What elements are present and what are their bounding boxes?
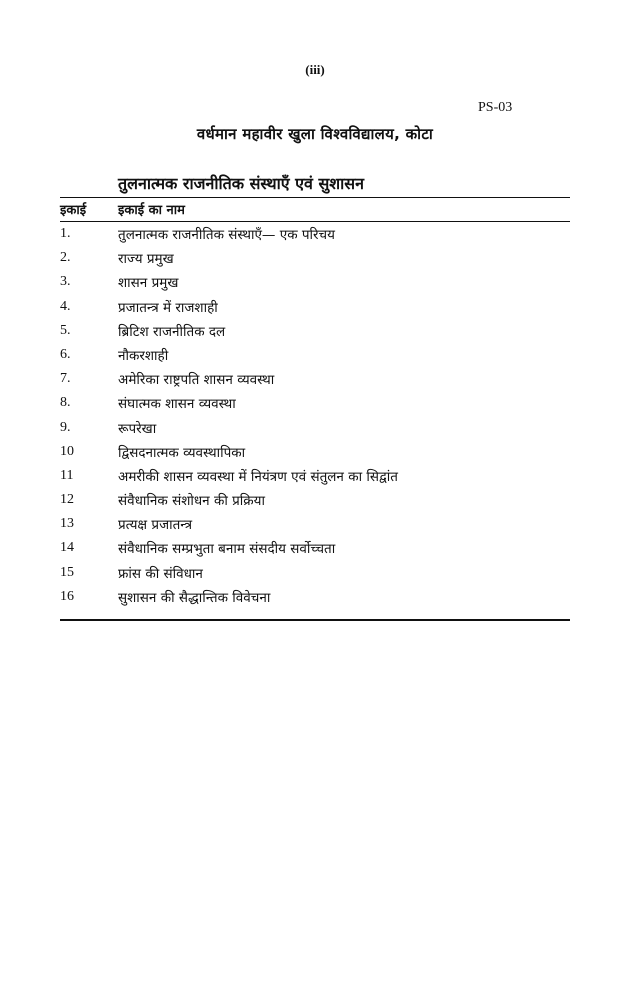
unit-name: प्रजातन्त्र में राजशाही [118, 299, 218, 316]
page-number: (iii) [305, 62, 325, 77]
table-top-divider [60, 197, 570, 198]
table-row [0, 297, 630, 321]
unit-number: 16 [60, 588, 74, 604]
table-row [0, 321, 630, 345]
unit-name: संवैधानिक सम्प्रभुता बनाम संसदीय सर्वोच्चता [118, 541, 336, 558]
unit-name: प्रत्यक्ष प्रजातन्त्र [118, 517, 193, 534]
unit-column-header: इकाई [60, 203, 87, 218]
table-row [0, 272, 630, 296]
table-row [0, 345, 630, 369]
table-row [0, 538, 630, 562]
unit-number: 15 [60, 564, 74, 580]
unit-name: रूपरेखा [118, 420, 157, 437]
unit-name: द्विसदनात्मक व्यवस्थापिका [118, 444, 246, 461]
table-row [0, 418, 630, 442]
table-row [0, 442, 630, 466]
unit-number: 3. [60, 274, 71, 290]
unit-number: 10 [60, 443, 74, 459]
table-row [0, 490, 630, 514]
table-row [0, 466, 630, 490]
unit-number: 13 [60, 516, 74, 532]
unit-number: 12 [60, 492, 74, 508]
unit-name: ब्रिटिश राजनीतिक दल [118, 323, 226, 340]
unit-number: 7. [60, 371, 71, 387]
unit-name-column-header: इकाई का नाम [118, 203, 185, 218]
table-row [0, 224, 630, 248]
course-code: PS-03 [478, 100, 513, 115]
unit-name: फ्रांस की संविधान [118, 565, 203, 582]
university-name: वर्धमान महावीर खुला विश्वविद्यालय, कोटा [196, 125, 434, 143]
unit-number: 1. [60, 226, 71, 241]
table-header [0, 200, 630, 220]
unit-number: 2. [60, 250, 71, 266]
unit-name: राज्य प्रमुख [118, 251, 174, 268]
unit-name: शासन प्रमुख [118, 275, 179, 292]
unit-name: सुशासन की सैद्धान्तिक विवेचना [118, 589, 271, 606]
unit-number: 6. [60, 346, 71, 362]
unit-name: अमरीकी शासन व्यवस्था में नियंत्रण एवं संतुलन का सिद्वांत [118, 468, 398, 485]
table-row [0, 563, 630, 587]
unit-name: अमेरिका राष्ट्रपति शासन व्यवस्था [118, 372, 275, 389]
table-row [0, 587, 630, 611]
unit-name: संघात्मक शासन व्यवस्था [118, 396, 236, 413]
course-title: तुलनात्मक राजनीतिक संस्थाएँ एवं सुशासन [118, 174, 364, 193]
unit-number: 5. [60, 322, 71, 338]
table-row [0, 369, 630, 393]
unit-name: तुलनात्मक राजनीतिक संस्थाएँ— एक परिचय [118, 227, 335, 243]
table-row [0, 514, 630, 538]
table-bottom-divider [60, 619, 570, 621]
table-header-divider [60, 221, 570, 222]
unit-name: नौकरशाही [118, 347, 169, 364]
table-row [0, 248, 630, 272]
unit-number: 4. [60, 298, 71, 314]
unit-list [0, 224, 630, 611]
unit-number: 8. [60, 395, 71, 411]
unit-name: संवैधानिक संशोधन की प्रक्रिया [118, 493, 265, 510]
unit-number: 14 [60, 540, 74, 556]
unit-number: 9. [60, 419, 71, 435]
unit-number: 11 [60, 467, 74, 483]
table-row [0, 393, 630, 417]
